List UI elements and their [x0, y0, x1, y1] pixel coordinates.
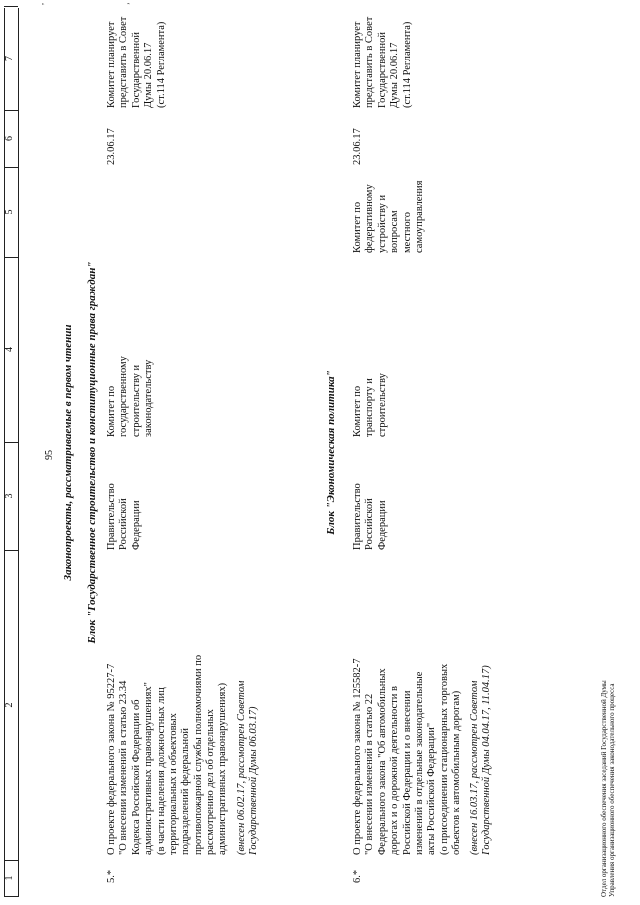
responsible-committee: Комитет по транспорту и строительству — [352, 373, 388, 437]
section-title: Законопроекты, рассматриваемые в первом чтении — [62, 324, 74, 581]
footer-line-2: Управления организационного обеспечения законодательного процесса — [608, 683, 617, 897]
co-executor-committee: Комитет по федеративному устройству и вопросам местного самоуправления — [352, 180, 425, 253]
page-number: 95 — [44, 450, 55, 460]
col-header-6: 6 — [4, 110, 18, 168]
col-header-2: 2 — [4, 550, 18, 861]
responsible-committee: Комитет по государственному строительству и законодательству — [106, 356, 155, 437]
row-number: 5.* — [106, 869, 117, 883]
status-note: Комитет планирует представить в Совет Государственной Думы 20.06.17 (ст.114 Регламента) — [106, 16, 167, 108]
bill-author: Правительство Российской Федерации — [106, 483, 142, 550]
bill-submission-note: (внесен 16.03.17, рассмотрен Советом Государственной Думы 04.04.17, 11.04.17) — [469, 665, 493, 855]
col-header-3: 3 — [4, 442, 18, 551]
bill-description: О проекте федерального закона № 95227-7 "О внесении изменений в статью 23.34 Кодекса Российской Федерации об административных правонарушениях" (в части наделения должностных лиц территориальных и объектовых подразделений федеральной противопожарной службы полномочиями по рассмотрению дел об отдельных административных правонарушениях) — [106, 654, 229, 855]
row-number: 6.* — [352, 869, 363, 883]
block-title-state-building: Блок "Государственное строительство и конституционные права граждан" — [86, 261, 98, 644]
footer-line-1: Отдел организационного обеспечения заседаний Государственной Думы — [600, 680, 608, 897]
block-title-economic-policy: Блок "Экономическая политика" — [325, 370, 337, 535]
col-header-7: 7 — [4, 6, 18, 111]
col-header-5: 5 — [4, 167, 18, 258]
header-bottom-rule — [18, 8, 19, 897]
scan-mark: ʼ — [126, 2, 135, 5]
deadline-date: 23.06.17 — [106, 128, 117, 165]
deadline-date: 23.06.17 — [352, 128, 363, 165]
bill-submission-note: (внесен 06.02.17, рассмотрен Советом Государственной Думы 06.03.17) — [236, 680, 260, 855]
col-header-4: 4 — [4, 257, 18, 443]
footer-note — [600, 680, 616, 897]
status-note: Комитет планирует представить в Совет Государственной Думы 20.06.17 (ст.114 Регламента) — [352, 16, 413, 108]
bill-description: О проекте федерального закона № 125582-7 "О внесении изменений в статью 22 Федерального закона "Об автомобильных дорогах и о дорожной деятельности в Российской Федерации и о внесении изменений в отдельные законодательные акты Российской Федерации" (о присоединении стационарных торговых объектов к автомобильным дорогам) — [352, 658, 462, 855]
scan-mark: , — [36, 3, 45, 5]
col-header-1: 1 — [4, 860, 18, 897]
bill-author: Правительство Российской Федерации — [352, 483, 388, 550]
